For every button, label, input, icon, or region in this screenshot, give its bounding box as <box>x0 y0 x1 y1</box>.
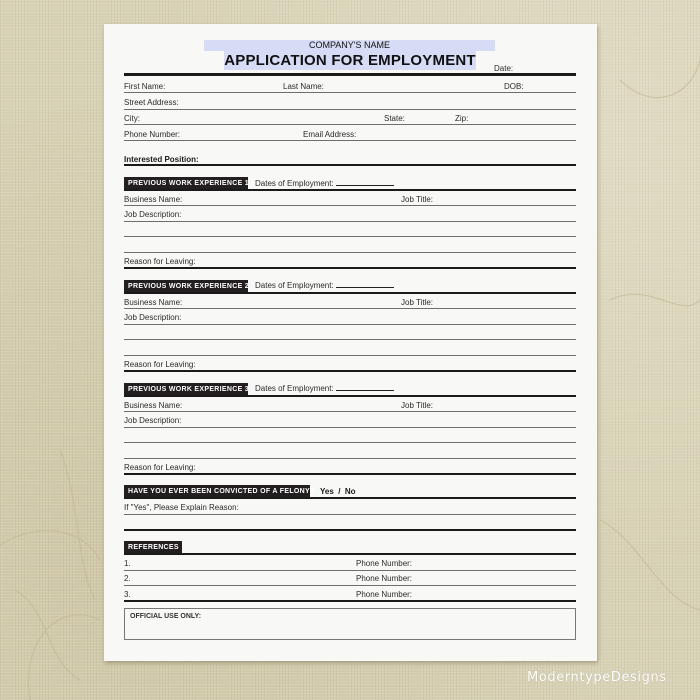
header-rule <box>124 73 576 76</box>
reference-3-field[interactable]: 3. <box>124 590 131 599</box>
divider <box>124 308 576 309</box>
experience-3-dates-field[interactable] <box>255 384 394 393</box>
section-rule <box>124 473 576 475</box>
section-rule <box>124 497 576 499</box>
experience-3-business-name-field[interactable]: Business Name: <box>124 401 183 410</box>
experience-1-reason-field[interactable]: Reason for Leaving: <box>124 257 196 266</box>
description-line[interactable] <box>124 442 576 443</box>
reference-1-field[interactable]: 1. <box>124 559 131 568</box>
experience-2-job-title-field[interactable]: Job Title: <box>401 298 434 307</box>
experience-2-header: PREVIOUS WORK EXPERIENCE 2 <box>124 280 248 293</box>
reference-2-field[interactable]: 2. <box>124 574 131 583</box>
dates-blank <box>336 179 394 186</box>
section-rule <box>124 189 576 191</box>
divider <box>124 124 576 125</box>
experience-1-header: PREVIOUS WORK EXPERIENCE 1 <box>124 177 248 190</box>
section-rule <box>124 553 576 555</box>
reference-1-phone-field[interactable]: Phone Number: <box>356 559 413 568</box>
description-line[interactable] <box>124 339 576 340</box>
divider <box>124 570 576 571</box>
experience-2-reason-field[interactable]: Reason for Leaving: <box>124 360 196 369</box>
street-address-field[interactable]: Street Address: <box>124 98 179 107</box>
section-rule <box>124 395 576 397</box>
zip-field[interactable]: Zip: <box>455 114 469 123</box>
felony-yes-no-options[interactable]: Yes / No <box>320 487 356 496</box>
experience-1-dates-field[interactable] <box>255 179 394 188</box>
divider <box>124 427 576 428</box>
section-rule <box>124 292 576 294</box>
section-rule <box>124 267 576 269</box>
experience-2-dates-field[interactable] <box>255 281 394 290</box>
description-line[interactable] <box>124 236 576 237</box>
divider <box>124 411 576 412</box>
experience-3-job-title-field[interactable]: Job Title: <box>401 401 434 410</box>
reference-3-phone-field[interactable]: Phone Number: <box>356 590 413 599</box>
last-name-field[interactable]: Last Name: <box>283 82 324 91</box>
city-field[interactable]: City: <box>124 114 140 123</box>
dates-label: Dates of Employment: <box>255 179 334 188</box>
official-use-label: OFFICIAL USE ONLY: <box>130 613 202 620</box>
phone-number-field[interactable]: Phone Number: <box>124 130 181 139</box>
description-line[interactable] <box>124 458 576 459</box>
form-title: APPLICATION FOR EMPLOYMENT <box>224 52 476 69</box>
experience-3-header: PREVIOUS WORK EXPERIENCE 3 <box>124 383 248 396</box>
experience-2-job-description-field[interactable]: Job Description: <box>124 313 182 322</box>
divider <box>124 140 576 141</box>
experience-3-reason-field[interactable]: Reason for Leaving: <box>124 463 196 472</box>
divider <box>124 109 576 110</box>
section-rule <box>124 600 576 602</box>
experience-1-business-name-field[interactable]: Business Name: <box>124 195 183 204</box>
references-header: REFERENCES <box>124 541 182 554</box>
date-label: Date: <box>494 64 514 73</box>
section-rule <box>124 164 576 166</box>
divider <box>124 514 576 515</box>
brand-watermark: ModerntypeDesigns <box>527 670 667 685</box>
dates-label: Dates of Employment: <box>255 281 334 290</box>
divider <box>124 205 576 206</box>
dates-blank <box>336 384 394 391</box>
application-form-page <box>104 24 597 661</box>
reference-2-phone-field[interactable]: Phone Number: <box>356 574 413 583</box>
divider <box>124 585 576 586</box>
divider <box>124 221 576 222</box>
experience-2-business-name-field[interactable]: Business Name: <box>124 298 183 307</box>
felony-question-header: HAVE YOU EVER BEEN CONVICTED OF A FELONY? <box>124 485 310 498</box>
section-rule <box>124 529 576 531</box>
state-field[interactable]: State: <box>384 114 405 123</box>
dates-blank <box>336 281 394 288</box>
dob-field[interactable]: DOB: <box>504 82 524 91</box>
experience-3-job-description-field[interactable]: Job Description: <box>124 416 182 425</box>
dates-label: Dates of Employment: <box>255 384 334 393</box>
divider <box>124 92 576 93</box>
experience-1-job-title-field[interactable]: Job Title: <box>401 195 434 204</box>
experience-1-job-description-field[interactable]: Job Description: <box>124 210 182 219</box>
section-rule <box>124 370 576 372</box>
email-address-field[interactable]: Email Address: <box>303 130 357 139</box>
description-line[interactable] <box>124 355 576 356</box>
divider <box>124 324 576 325</box>
company-name: COMPANY'S NAME <box>308 40 391 50</box>
official-use-box[interactable] <box>124 608 576 640</box>
description-line[interactable] <box>124 252 576 253</box>
interested-position-field[interactable]: Interested Position: <box>124 155 199 164</box>
first-name-field[interactable]: First Name: <box>124 82 166 91</box>
felony-explain-field[interactable]: If "Yes", Please Explain Reason: <box>124 503 239 512</box>
